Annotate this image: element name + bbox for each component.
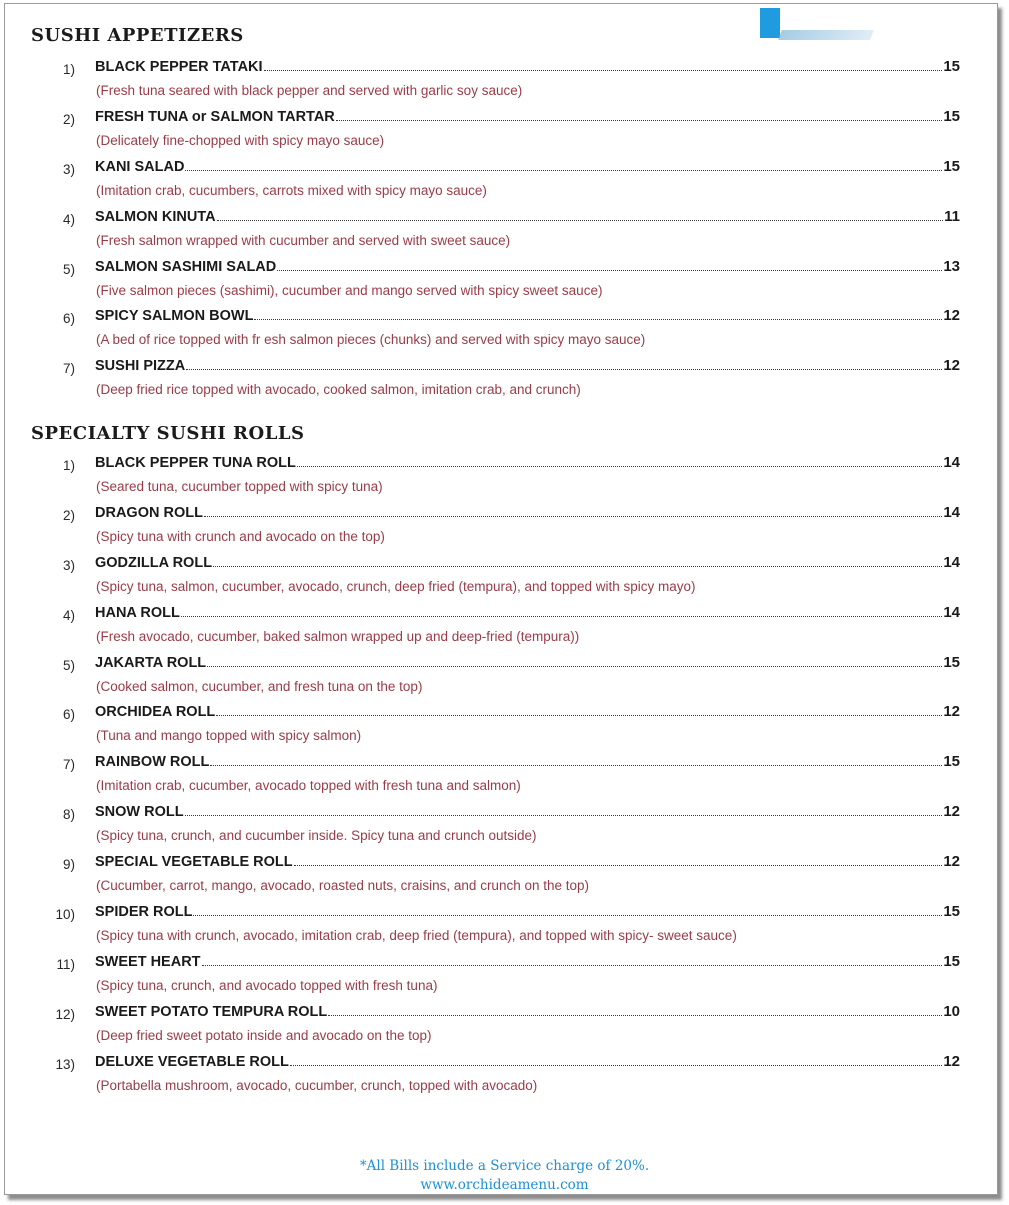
dot-leader [202,964,943,966]
item-title-line [95,58,960,78]
item-name: FRESH TUNA or SALMON TARTAR [95,108,335,125]
item-name: SALMON SASHIMI SALAD [95,258,277,275]
dot-leader [216,714,942,716]
rolls-list [0,454,1009,1099]
item-name: SPIDER ROLL [95,904,193,921]
dot-leader [204,515,942,517]
item-name: BLACK PEPPER TATAKI [95,59,263,75]
service-charge-note: *All Bills include a Service charge of 20%. [359,1158,650,1174]
dot-leader [207,665,942,667]
item-description: (A bed of rice topped with fr esh salmon pieces (chunks) and served with spicy mayo sauce) [96,332,646,348]
item-price: 15 [943,58,960,75]
dot-leader [210,764,942,766]
dot-leader [186,368,942,370]
item-number: 6) [62,311,75,327]
item-name: HANA ROLL [95,604,180,621]
menu-item [0,307,1009,357]
blue-bar-shape [760,8,780,38]
item-title-line [95,158,960,178]
dot-leader [297,465,942,467]
dot-leader [328,1014,942,1016]
item-price: 12 [943,357,960,375]
item-name: RAINBOW ROLL [95,754,210,771]
item-price: 12 [943,1052,960,1070]
item-title-line [95,703,960,723]
item-price: 12 [943,307,960,325]
item-price: 15 [943,753,960,771]
dot-leader [294,864,943,866]
item-number: 2) [62,111,75,127]
item-name: SWEET POTATO TEMPURA ROLL [95,1003,328,1020]
item-title-line [95,953,960,973]
item-name: SPICY SALMON BOWL [95,308,254,325]
item-price: 14 [943,454,960,471]
item-title-line [95,454,960,474]
item-description: (Spicy tuna with crunch and avocado on the top) [96,528,385,544]
dot-leader [185,169,942,171]
item-name: SALMON KINUTA [95,208,216,225]
item-description: (Cooked salmon, cucumber, and fresh tuna on the top) [96,678,423,694]
item-title-line [95,604,960,624]
menu-item [0,208,1009,258]
item-name: ORCHIDEA ROLL [95,704,216,721]
item-title-line [95,554,960,574]
menu-item [0,903,1009,953]
item-title-line [95,357,960,377]
item-price: 14 [943,553,960,571]
item-title-line [95,258,960,278]
menu-item [0,953,1009,1003]
item-description: (Imitation crab, cucumbers, carrots mixed with spicy mayo sauce) [96,182,487,198]
menu-item [0,604,1009,654]
dot-leader [181,615,942,617]
dot-leader [254,318,942,320]
dot-leader [277,269,942,271]
item-title-line [95,654,960,674]
item-number: 10) [55,907,75,923]
item-title-line [95,853,960,873]
item-title-line [95,803,960,823]
item-price: 14 [943,503,960,521]
item-name: SPECIAL VEGETABLE ROLL [95,854,293,871]
item-price: 12 [943,803,960,821]
item-description: (Imitation crab, cucumber, avocado topped with fresh tuna and salmon) [96,778,521,794]
item-price: 13 [943,257,960,275]
blue-tab-decoration [758,6,876,46]
item-description: (Five salmon pieces (sashimi), cucumber and mango served with spicy sweet sauce) [96,282,603,298]
item-number: 4) [62,211,75,227]
website-link[interactable]: www.orchideamenu.com [420,1177,589,1193]
dot-leader [213,565,942,567]
item-number: 7) [62,361,75,377]
item-description: (Spicy tuna, crunch, and avocado topped with fresh tuna) [96,977,438,993]
item-price: 12 [943,703,960,721]
item-description: (Spicy tuna, crunch, and cucumber inside. Spicy tuna and crunch outside) [96,828,537,844]
menu-item [0,803,1009,853]
menu-item [0,58,1009,108]
item-name: SNOW ROLL [95,804,184,821]
item-price: 14 [943,603,960,621]
item-title-line [95,504,960,524]
item-number: 6) [62,707,75,723]
item-description: (Seared tuna, cucumber topped with spicy tuna) [96,479,383,494]
item-price: 15 [943,903,960,921]
item-name: BLACK PEPPER TUNA ROLL [95,455,296,471]
menu-item [0,357,1009,407]
item-description: (Portabella mushroom, avocado, cucumber, crunch, topped with avocado) [96,1077,538,1093]
menu-item [0,158,1009,208]
item-description: (Deep fried sweet potato inside and avocado on the top) [96,1027,432,1043]
item-number: 8) [62,807,75,823]
item-price: 10 [943,1002,960,1020]
blue-strip-shape [778,30,874,40]
item-description: (Fresh avocado, cucumber, baked salmon wrapped up and deep-fried (tempura)) [96,628,580,644]
item-number: 12) [55,1006,75,1022]
item-name: KANI SALAD [95,158,185,175]
menu-item [0,853,1009,903]
item-number: 5) [62,261,75,277]
item-number: 1) [62,62,75,77]
section-title-rolls: SPECIALTY SUSHI ROLLS [31,423,305,444]
item-description: (Fresh salmon wrapped with cucumber and served with sweet sauce) [96,232,511,248]
item-name: JAKARTA ROLL [95,654,207,671]
menu-item [0,258,1009,308]
item-name: GODZILLA ROLL [95,554,213,571]
section-title-appetizers: SUSHI APPETIZERS [31,25,244,46]
dot-leader [185,814,943,816]
item-price: 15 [943,653,960,671]
item-description: (Delicately fine-chopped with spicy mayo sauce) [96,132,385,148]
dot-leader [193,914,942,916]
item-title-line [95,307,960,327]
item-description: (Spicy tuna, salmon, cucumber, avocado, crunch, deep fried (tempura), and topped with spicy mayo) [96,578,696,594]
item-price: 15 [943,157,960,175]
item-number: 3) [62,557,75,573]
item-title-line [95,903,960,923]
dot-leader [217,219,944,221]
dot-leader [290,1064,942,1066]
menu-item [0,703,1009,753]
menu-item [0,108,1009,158]
item-number: 4) [62,607,75,623]
item-number: 5) [62,657,75,673]
item-description: (Spicy tuna with crunch, avocado, imitation crab, deep fried (tempura), and topped with spicy- sweet sauce) [96,928,737,944]
item-number: 1) [62,458,75,473]
menu-item [0,654,1009,704]
item-description: (Deep fried rice topped with avocado, cooked salmon, imitation crab, and crunch) [96,382,581,398]
menu-item [0,454,1009,504]
item-name: SUSHI PIZZA [95,358,186,375]
menu-item [0,1003,1009,1053]
item-number: 2) [62,507,75,523]
item-name: SWEET HEART [95,953,201,970]
item-price: 12 [943,853,960,871]
item-title-line [95,753,960,773]
appetizers-list [0,58,1009,407]
dot-leader [336,119,943,121]
item-price: 15 [943,952,960,970]
item-title-line [95,1003,960,1023]
menu-item [0,504,1009,554]
item-title-line [95,208,960,228]
item-number: 9) [62,857,75,873]
item-price: 11 [944,207,960,225]
item-description: (Tuna and mango topped with spicy salmon) [96,728,362,744]
item-number: 3) [62,161,75,177]
menu-item [0,1053,1009,1099]
item-name: DRAGON ROLL [95,504,203,521]
item-number: 13) [55,1056,75,1072]
item-title-line [95,108,960,128]
dot-leader [264,69,943,71]
item-price: 15 [943,107,960,125]
item-description: (Fresh tuna seared with black pepper and served with garlic soy sauce) [96,83,523,98]
item-title-line [95,1053,960,1073]
item-name: DELUXE VEGETABLE ROLL [95,1053,289,1070]
item-number: 11) [56,956,75,972]
item-number: 7) [62,757,75,773]
menu-item [0,554,1009,604]
menu-item [0,753,1009,803]
item-description: (Cucumber, carrot, mango, avocado, roasted nuts, craisins, and crunch on the top) [96,878,590,894]
